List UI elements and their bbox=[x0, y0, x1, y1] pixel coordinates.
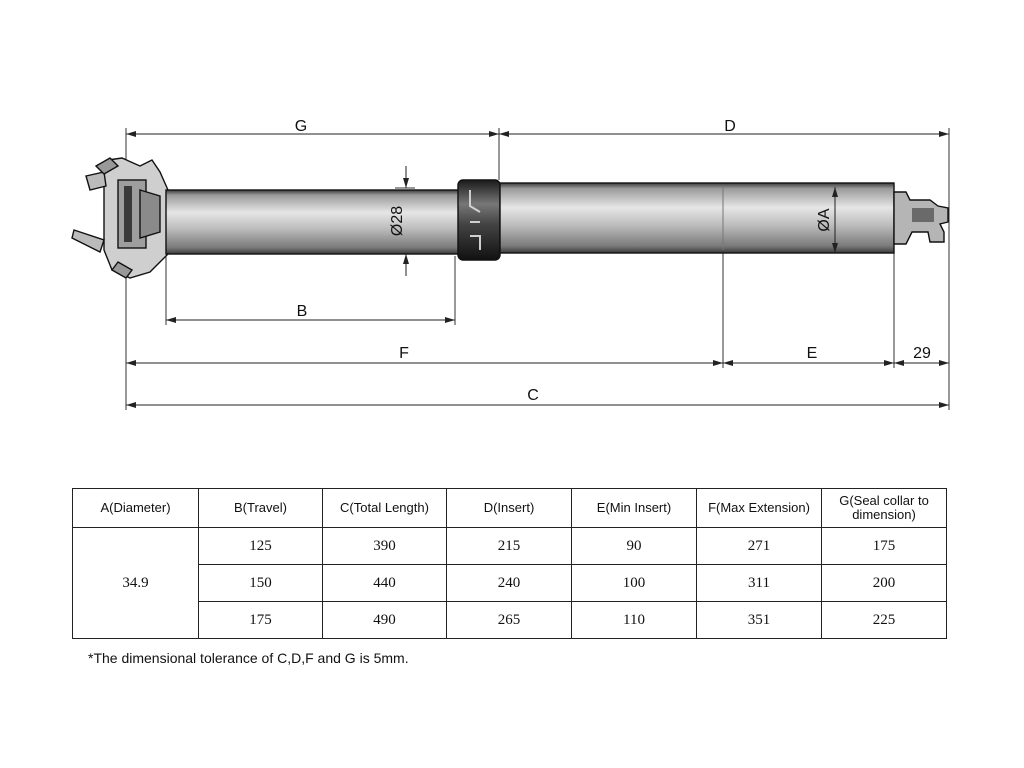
dimension-g bbox=[126, 118, 499, 135]
header-b-travel: B(Travel) bbox=[199, 489, 323, 528]
dimension-label-29: 29 bbox=[913, 345, 931, 362]
table-row bbox=[73, 565, 947, 602]
table-cell: 490 bbox=[323, 602, 447, 639]
dimension-label-g: G bbox=[294, 118, 308, 135]
dimension-label-stanchion-diameter: Ø28 bbox=[389, 205, 406, 237]
header-a-diameter: A(Diameter) bbox=[73, 489, 199, 528]
dimension-label-c: C bbox=[527, 387, 539, 404]
cell-diameter: 34.9 bbox=[73, 528, 199, 639]
table-cell: 390 bbox=[323, 528, 447, 565]
dimension-e bbox=[723, 345, 894, 363]
dimension-label-e: E bbox=[806, 345, 818, 362]
header-f-max-extension: F(Max Extension) bbox=[697, 489, 822, 528]
table-cell: 175 bbox=[822, 528, 947, 565]
header-g-seal-collar: G(Seal collar to dimension) bbox=[822, 489, 947, 528]
dimension-b bbox=[166, 303, 455, 320]
table-cell: 271 bbox=[697, 528, 822, 565]
header-d-insert: D(Insert) bbox=[447, 489, 572, 528]
dimension-f bbox=[126, 345, 723, 363]
table-cell: 90 bbox=[572, 528, 697, 565]
stanchion-tube bbox=[166, 190, 460, 254]
table-cell: 175 bbox=[199, 602, 323, 639]
table-cell: 125 bbox=[199, 528, 323, 565]
header-c-total-length: C(Total Length) bbox=[323, 489, 447, 528]
dimension-label-f: F bbox=[399, 345, 409, 362]
table-cell: 351 bbox=[697, 602, 822, 639]
clamp-bolt-slot bbox=[124, 186, 132, 242]
extension-lines bbox=[126, 128, 949, 410]
table-cell: 225 bbox=[822, 602, 947, 639]
dimension-offset-29 bbox=[894, 345, 949, 363]
table-cell: 110 bbox=[572, 602, 697, 639]
table-cell: 440 bbox=[323, 565, 447, 602]
dimension-label-outer-diameter: ØA bbox=[816, 208, 833, 232]
table-cell: 240 bbox=[447, 565, 572, 602]
tolerance-note: *The dimensional tolerance of C,D,F and G is 5mm. bbox=[88, 650, 409, 666]
table-cell: 215 bbox=[447, 528, 572, 565]
clamp-bolt-bottom bbox=[72, 230, 104, 252]
table-cell: 311 bbox=[697, 565, 822, 602]
actuator-barrel bbox=[912, 208, 934, 222]
table-cell: 200 bbox=[822, 565, 947, 602]
header-e-min-insert: E(Min Insert) bbox=[572, 489, 697, 528]
dimension-label-b: B bbox=[296, 303, 308, 320]
dimension-d bbox=[499, 118, 949, 135]
table-cell: 265 bbox=[447, 602, 572, 639]
dimension-c bbox=[126, 387, 949, 405]
table-row bbox=[73, 602, 947, 639]
dimension-stanchion-diameter bbox=[389, 166, 406, 276]
table-header-row bbox=[73, 489, 947, 528]
table-cell: 150 bbox=[199, 565, 323, 602]
clamp-bolt-top bbox=[86, 172, 106, 190]
clamp-wedge bbox=[140, 190, 160, 238]
dimension-label-d: D bbox=[724, 118, 736, 135]
table-cell: 100 bbox=[572, 565, 697, 602]
table-row bbox=[73, 528, 947, 565]
dimension-spec-table bbox=[72, 488, 947, 639]
